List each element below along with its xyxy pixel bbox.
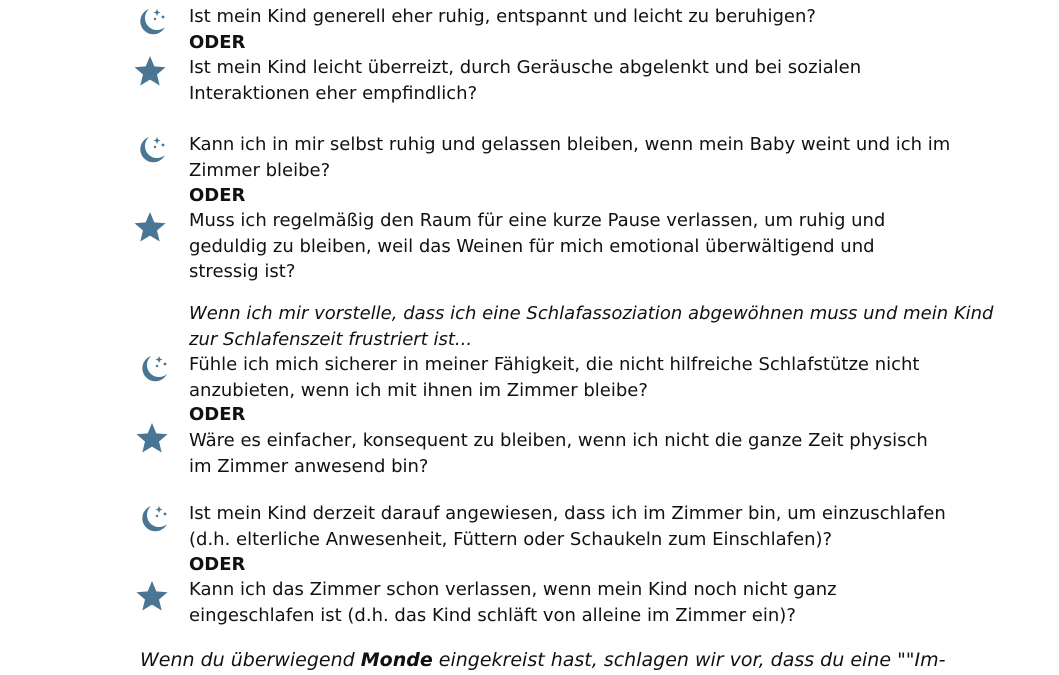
question-4b: Kann ich das Zimmer schon verlassen, wenn mein Kind noch nicht ganz eingeschlafen ist (d.h. das Kind schläft von alleine im Zimmer ein)? [189, 579, 837, 626]
oder-label: ODER [189, 185, 246, 206]
question-2a: Kann ich in mir selbst ruhig und gelassen bleiben, wenn mein Baby weint und ich im Zimmer bleibe? [189, 134, 951, 181]
star-icon [135, 579, 169, 613]
question-3a: Fühle ich mich sicherer in meiner Fähigkeit, die nicht hilfreiche Schlafstütze nicht anzubieten, wenn ich mit ihnen im Zimmer bleibe? [189, 354, 920, 401]
result-text-end: eingekreist hast, schlagen wir vor, dass du eine ""Im- [432, 649, 946, 671]
result-text-start: Wenn du überwiegend [140, 649, 361, 671]
result-text-bold: Monde [360, 649, 433, 671]
moon-stars-icon [137, 502, 171, 536]
star-icon [133, 54, 167, 88]
question-1b: Ist mein Kind leicht überreizt, durch Geräusche abgelenkt und bei sozialen Interaktionen eher empfindlich? [189, 57, 862, 104]
question-4a: Ist mein Kind derzeit darauf angewiesen, dass ich im Zimmer bin, um einzuschlafen (d.h. elterliche Anwesenheit, Füttern oder Schaukeln zum Einschlafen)? [189, 503, 946, 550]
question-1a: Ist mein Kind generell eher ruhig, entspannt und leicht zu beruhigen? [189, 6, 816, 27]
oder-label: ODER [189, 32, 246, 53]
question-3b: Wäre es einfacher, konsequent zu bleiben, wenn ich nicht die ganze Zeit physisch im Zimmer anwesend bin? [189, 430, 928, 477]
star-icon [133, 210, 167, 244]
moon-stars-icon [135, 133, 169, 167]
oder-label: ODER [189, 404, 246, 425]
scenario-intro: Wenn ich mir vorstelle, dass ich eine Schlafassoziation abgewöhnen muss und mein Kind zur Schlafenszeit frustriert ist... [189, 303, 994, 350]
moon-stars-icon [137, 352, 171, 386]
question-2b: Muss ich regelmäßig den Raum für eine kurze Pause verlassen, um ruhig und geduldig zu bleiben, weil das Weinen für mich emotional überwältigend und stressig ist? [189, 210, 886, 282]
moon-stars-icon [135, 5, 169, 39]
result-paragraph [140, 647, 946, 673]
star-icon [135, 421, 169, 455]
oder-label: ODER [189, 554, 246, 575]
